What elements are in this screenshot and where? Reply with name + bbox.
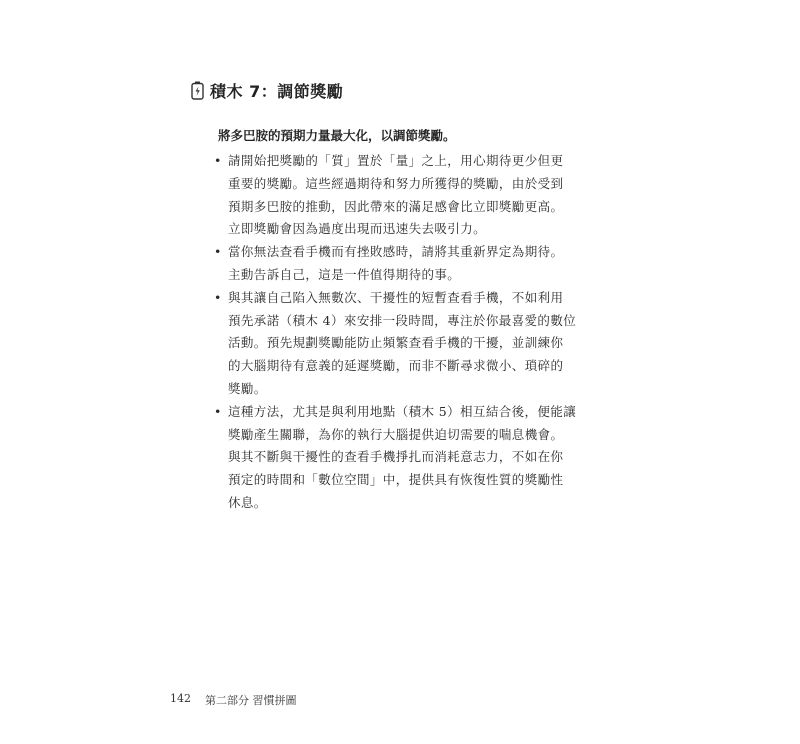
bullet-line: 重要的獎勵。這些經過期待和努力所獲得的獎勵，由於受到: [228, 175, 564, 191]
bullet-line: 與其讓自己陷入無數次、干擾性的短暫查看手機，不如利用: [228, 289, 564, 305]
bullet-line: 的大腦期待有意義的延遲獎勵，而非不斷尋求微小、瑣碎的: [228, 358, 564, 374]
bullet-line: 立即獎勵會因為過度出現而迅速失去吸引力。: [228, 221, 487, 237]
running-section-title: 第二部分 習慣拼圖: [205, 694, 297, 707]
bullet-line: 活動。預先規劃獎勵能防止頻繁查看手機的干擾，並訓練你: [228, 335, 564, 351]
bullet-line: 當你無法查看手機而有挫敗感時，請將其重新界定為期待。: [228, 244, 564, 260]
bullet-line: 休息。: [228, 494, 267, 510]
bullet-item: [210, 241, 585, 287]
bullet-line: 請開始把獎勵的「質」置於「量」之上，用心期待更少但更: [228, 153, 564, 168]
bullet-line: 與其不斷與干擾性的查看手機掙扎而消耗意志力，不如在你: [228, 449, 564, 465]
page-footer: [170, 692, 297, 708]
bullet-list: [210, 150, 585, 515]
bullet-item: [210, 287, 585, 401]
lead-sentence: 將多巴胺的預期力量最大化，以調節獎勵。: [218, 128, 456, 143]
bullet-line: 預先承諾（積木 4）來安排一段時間，專注於你最喜愛的數位: [228, 312, 577, 328]
bullet-item: [210, 150, 585, 241]
bullet-line: 預期多巴胺的推動，因此帶來的滿足感會比立即獎勵更高。: [228, 198, 564, 214]
bullet-marker: •: [214, 403, 222, 419]
bullet-line: 獎勵。: [228, 380, 267, 396]
section-heading: [191, 78, 343, 102]
section-title: 積木 7：調節獎勵: [210, 81, 344, 101]
bullet-line: 獎勵產生關聯，為你的執行大腦提供迫切需要的喘息機會。: [228, 426, 564, 442]
bullet-line: 這種方法，尤其是與利用地點（積木 5）相互結合後，便能讓: [228, 403, 577, 419]
bullet-line: 主動告訴自己，這是一件值得期待的事。: [228, 266, 461, 282]
bullet-line: 預定的時間和「數位空間」中，提供具有恢復性質的獎勵性: [228, 472, 564, 488]
bullet-item: [210, 401, 585, 515]
battery-icon: [191, 81, 204, 100]
bullet-marker: •: [214, 153, 222, 168]
page-number: 142: [170, 692, 191, 705]
bullet-marker: •: [214, 289, 222, 305]
bullet-marker: •: [214, 244, 222, 260]
